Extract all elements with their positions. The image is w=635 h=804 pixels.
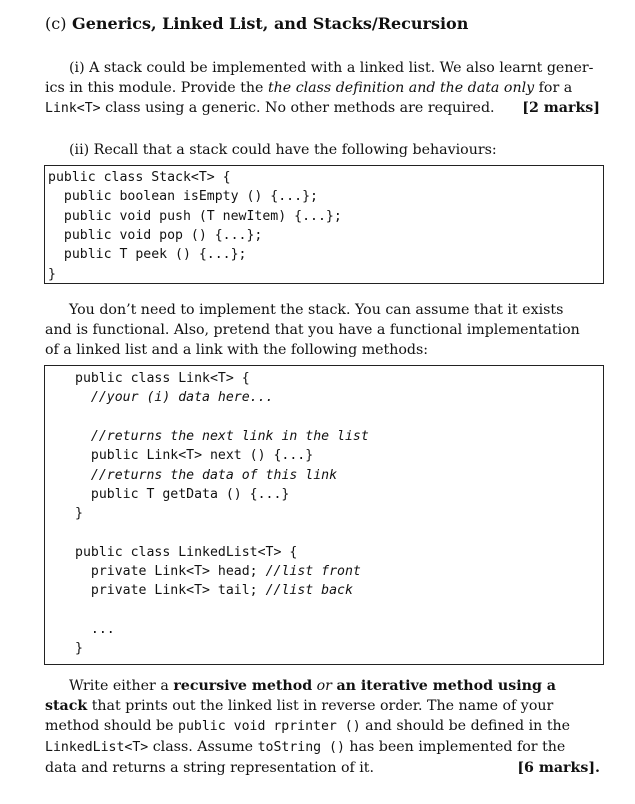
mid-paragraph [45,300,600,360]
link-code-line: ... [75,621,115,637]
link-code-line: public class Link<T> { [75,371,250,386]
link-code-line: private Link<T> tail; //list back [75,583,353,599]
part-i-paragraph [45,58,600,119]
link-code-line: } [75,641,83,657]
part-ii-paragraph [69,140,599,160]
final-l1c: or [312,678,337,694]
part-i-line-2: ics in this module. Provide the the class definition and the data only for a [45,80,573,96]
stack-code-line: public boolean isEmpty () {...}; [48,189,318,205]
code-comment: //list front [265,564,361,579]
mid-line-2: and is functional. Also, pretend that you have a functional implementation [45,322,580,338]
link-class-ref: Link<T> [45,101,101,116]
section-heading [45,14,468,33]
method-signature: public void rprinter () [178,719,361,734]
final-l1a: Write either a [69,678,174,694]
part-i-marks: [2 marks] [522,100,600,116]
final-line-1 [45,676,600,696]
part-i-line-1: (i) A stack could be implemented with a linked list. We also learnt gener- [69,60,594,76]
mid-line-3: of a linked list and a link with the following methods: [45,342,429,358]
part-ii-line-1: (ii) Recall that a stack could have the following behaviours: [69,142,497,158]
final-line-5 [45,758,600,778]
linkedlist-class-ref: LinkedList<T> [45,740,149,755]
final-marks: [6 marks]. [517,760,600,776]
link-code-line [75,467,337,485]
final-l1d: an iterative method using a [336,678,556,694]
link-code-line: } [75,506,83,522]
final-l5: data and returns a string representation of it. [45,760,375,776]
final-line-3 [45,716,600,737]
stack-code-line: public class Stack<T> { [48,170,231,185]
link-code-line: public Link<T> next () {...} [75,448,314,464]
code-comment: //returns the next link in the list [90,428,369,444]
final-l3a: method should be [45,718,179,734]
link-code-line [75,389,274,407]
code-comment: //your (i) data here... [90,390,274,406]
code-comment: //list back [265,583,353,599]
link-code-line: private Link<T> head; //list front [75,564,361,579]
link-code-line: public T getData () {...} [75,486,290,502]
link-code-line [75,428,369,446]
mid-line-1: You don’t need to implement the stack. You can assume that it exists [69,302,564,318]
final-line-4 [45,737,600,758]
final-l2b: that prints out the linked list in reverse order. The name of your [87,698,554,714]
final-line-2 [45,696,600,716]
code-comment: //returns the data of this link [90,467,338,483]
stack-code-line: } [48,266,56,282]
final-l3c: and should be defined in the [360,718,571,734]
final-l4d: has been implemented for the [344,739,566,755]
part-i-line-3-text: class using a generic. No other methods are required. [100,100,495,116]
final-l4b: class. Assume [148,739,258,755]
part-i-line-3 [45,98,600,119]
final-paragraph [45,676,600,778]
stack-code-line: public T peek () {...}; [48,247,247,263]
stack-code-box [44,165,604,284]
section-title: Generics, Linked List, and Stacks/Recursion [72,14,469,33]
stack-code-line: public void push (T newItem) {...}; [48,208,342,224]
final-l1b: recursive method [173,678,313,694]
linked-list-code-box [44,365,604,665]
stack-code-line: public void pop () {...}; [48,227,263,243]
final-l2a: stack [45,698,88,714]
link-code-line: public class LinkedList<T> { [75,544,298,560]
section-label: (c) [45,14,67,33]
tostring-ref: toString () [257,740,345,755]
